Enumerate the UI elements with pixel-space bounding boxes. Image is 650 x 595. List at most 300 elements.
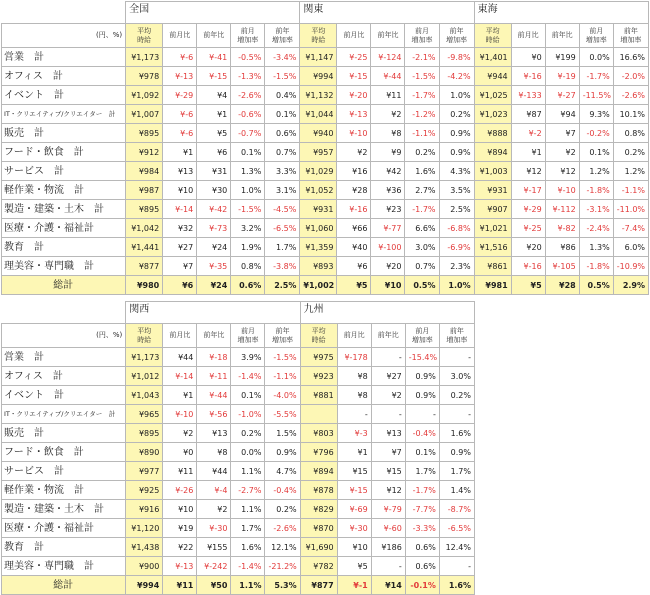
table-cell: ¥4	[197, 86, 231, 105]
table-cell: ¥8	[371, 124, 405, 143]
table-cell: 1.7%	[405, 462, 439, 481]
table-cell: ¥994	[300, 67, 337, 86]
table-cell: ¥1,516	[474, 238, 511, 257]
table-cell: -5.5%	[265, 405, 300, 424]
table-cell: ¥86	[545, 238, 579, 257]
table-cell: ¥1,173	[126, 348, 163, 367]
table-cell: ¥1	[163, 143, 197, 162]
total-cell: ¥50	[197, 576, 231, 595]
column-header: 平均 時給	[126, 24, 163, 48]
table-cell: ¥1,173	[126, 48, 163, 67]
column-header: 前月 増加率	[231, 24, 265, 48]
table-cell: ¥8	[337, 386, 371, 405]
table-cell: -9.8%	[439, 48, 474, 67]
table-cell: ¥-3	[337, 424, 371, 443]
table-cell: ¥894	[300, 462, 337, 481]
table-cell: ¥957	[300, 143, 337, 162]
table-cell: 1.7%	[439, 462, 474, 481]
table-cell: 0.2%	[439, 105, 474, 124]
table-cell: 1.0%	[439, 86, 474, 105]
table-cell: ¥87	[511, 105, 545, 124]
table-cell: 3.0%	[439, 367, 474, 386]
table-cell: ¥6	[337, 257, 371, 276]
table-cell: -11.0%	[613, 200, 648, 219]
table-cell: ¥23	[371, 200, 405, 219]
table-cell: ¥94	[545, 105, 579, 124]
table-cell: ¥829	[300, 500, 337, 519]
table-cell: -4.5%	[265, 200, 300, 219]
table-cell: ¥1,690	[300, 538, 337, 557]
total-label: 総計	[2, 576, 126, 595]
table-cell: ¥1,025	[474, 86, 511, 105]
table-cell: ¥895	[126, 200, 163, 219]
table-row	[2, 67, 649, 86]
table-cell: ¥2	[163, 424, 197, 443]
table-cell: ¥-14	[163, 200, 197, 219]
column-header: 前年比	[371, 24, 405, 48]
table-cell: -1.7%	[405, 200, 439, 219]
table-cell: ¥9	[371, 143, 405, 162]
column-header: 前年 増加率	[265, 324, 300, 348]
table-cell: 0.8%	[231, 257, 265, 276]
table-cell: -1.5%	[265, 348, 300, 367]
table-cell: 0.2%	[439, 386, 474, 405]
table-cell: ¥-41	[197, 48, 231, 67]
row-label: 製造・建築・土木 計	[2, 500, 126, 519]
row-label: 製造・建築・土木 計	[2, 200, 126, 219]
table-cell: ¥-60	[371, 519, 405, 538]
column-header: 平均 時給	[126, 324, 163, 348]
table-cell: ¥893	[300, 257, 337, 276]
total-cell: ¥28	[545, 276, 579, 295]
column-header: 前月 増加率	[405, 24, 439, 48]
row-label: 販売 計	[2, 424, 126, 443]
table-cell: ¥1,060	[300, 219, 337, 238]
corner-cell	[2, 2, 126, 24]
table-cell: ¥13	[163, 162, 197, 181]
table-cell: ¥1,023	[474, 105, 511, 124]
table-cell: ¥0	[511, 48, 545, 67]
table-cell: 0.1%	[265, 105, 300, 124]
column-header: 前年 増加率	[439, 324, 474, 348]
table-cell: -0.2%	[579, 124, 613, 143]
total-cell: 2.5%	[265, 276, 300, 295]
table-cell: -7.7%	[405, 500, 439, 519]
table-cell: 0.0%	[579, 48, 613, 67]
column-header: 前月比	[337, 324, 371, 348]
row-label: イベント 計	[2, 86, 126, 105]
table-cell: -6.9%	[439, 238, 474, 257]
table-cell: -2.6%	[231, 86, 265, 105]
total-cell: ¥5	[511, 276, 545, 295]
table-cell: ¥1,120	[126, 519, 163, 538]
table-cell: ¥1,401	[474, 48, 511, 67]
table-cell: ¥1	[163, 386, 197, 405]
region-header: 東海	[474, 2, 648, 24]
table-cell: ¥-25	[511, 219, 545, 238]
total-cell: -0.1%	[405, 576, 439, 595]
total-cell: 2.9%	[613, 276, 648, 295]
row-label: IT・クリエイティブ/クリエイター 計	[2, 405, 126, 424]
row-label: フード・飲食 計	[2, 143, 126, 162]
table-cell: ¥895	[126, 124, 163, 143]
table-cell: 9.3%	[579, 105, 613, 124]
table-cell: ¥878	[300, 481, 337, 500]
table-cell: ¥1,441	[126, 238, 163, 257]
table-cell: ¥877	[126, 257, 163, 276]
table-cell: ¥-124	[371, 48, 405, 67]
table-cell: ¥-20	[337, 86, 371, 105]
table-cell: -1.0%	[231, 405, 265, 424]
column-header: 前月 増加率	[405, 324, 439, 348]
table-cell: ¥44	[197, 462, 231, 481]
table-cell: ¥916	[126, 500, 163, 519]
table-row	[2, 257, 649, 276]
table-row	[2, 500, 475, 519]
regional-wage-table-top	[1, 1, 649, 295]
table-cell: -4.0%	[265, 386, 300, 405]
total-cell: 0.5%	[405, 276, 439, 295]
table-row	[2, 219, 649, 238]
table-row	[2, 481, 475, 500]
table-cell: 1.7%	[265, 238, 300, 257]
region-header: 九州	[300, 302, 474, 324]
table-cell: ¥-35	[197, 257, 231, 276]
table-cell: 2.3%	[439, 257, 474, 276]
table-cell: ¥984	[126, 162, 163, 181]
table-cell: ¥10	[337, 538, 371, 557]
table-cell: ¥15	[337, 462, 371, 481]
column-header: 前年 増加率	[265, 24, 300, 48]
table-cell: -3.3%	[405, 519, 439, 538]
total-cell: 0.5%	[579, 276, 613, 295]
row-label: IT・クリエイティブ/クリエイター 計	[2, 105, 126, 124]
table-cell: ¥13	[197, 424, 231, 443]
table-cell: -6.5%	[265, 219, 300, 238]
table-cell: 0.6%	[265, 124, 300, 143]
table-cell: ¥931	[474, 181, 511, 200]
table-cell: 3.0%	[405, 238, 439, 257]
table-cell: 0.6%	[405, 557, 439, 576]
row-label: 教育 計	[2, 538, 126, 557]
table-cell: -1.1%	[265, 367, 300, 386]
table-cell: -1.4%	[231, 367, 265, 386]
table-cell: -1.4%	[231, 557, 265, 576]
region-header: 関西	[126, 302, 300, 324]
table-cell: 1.7%	[231, 519, 265, 538]
table-cell: ¥-42	[197, 200, 231, 219]
table-cell: ¥965	[126, 405, 163, 424]
table-cell: ¥-79	[371, 500, 405, 519]
table-cell: 12.1%	[265, 538, 300, 557]
row-label: 医療・介護・福祉計	[2, 219, 126, 238]
table-row	[2, 181, 649, 200]
table-cell: 0.9%	[439, 443, 474, 462]
region-header-row	[2, 302, 475, 324]
table-cell: ¥-11	[197, 367, 231, 386]
total-cell: ¥981	[474, 276, 511, 295]
table-row	[2, 162, 649, 181]
table-cell: -2.1%	[405, 48, 439, 67]
table-cell: ¥-112	[545, 200, 579, 219]
table-row	[2, 519, 475, 538]
table-cell: ¥36	[371, 181, 405, 200]
table-row	[2, 386, 475, 405]
table-cell: ¥1,029	[300, 162, 337, 181]
table-cell: ¥-13	[163, 67, 197, 86]
table-cell: ¥1,044	[300, 105, 337, 124]
total-cell: 1.6%	[439, 576, 474, 595]
table-cell: -7.4%	[613, 219, 648, 238]
table-cell: ¥-2	[511, 124, 545, 143]
table-cell: 3.5%	[439, 181, 474, 200]
table-cell: ¥10	[163, 181, 197, 200]
total-cell: 5.3%	[265, 576, 300, 595]
row-label: オフィス 計	[2, 367, 126, 386]
table-cell: 1.1%	[231, 462, 265, 481]
column-header: 前年比	[197, 324, 231, 348]
column-header-row	[2, 24, 649, 48]
table-cell: -1.5%	[231, 200, 265, 219]
table-cell: -1.7%	[579, 67, 613, 86]
total-row	[2, 276, 649, 295]
column-header: 平均 時給	[300, 24, 337, 48]
table-cell: 3.9%	[231, 348, 265, 367]
table-cell	[300, 405, 337, 424]
table-cell: ¥-44	[371, 67, 405, 86]
table-cell: ¥-82	[545, 219, 579, 238]
table-cell: -	[405, 405, 439, 424]
table-cell: ¥5	[197, 124, 231, 143]
table-cell: 1.6%	[405, 162, 439, 181]
table-cell: -	[371, 405, 405, 424]
column-header: 前年比	[371, 324, 405, 348]
table-cell: 0.4%	[265, 86, 300, 105]
table-cell: ¥8	[337, 367, 371, 386]
column-header: 前年 増加率	[613, 24, 648, 48]
table-cell: ¥803	[300, 424, 337, 443]
table-cell: ¥-15	[197, 67, 231, 86]
table-cell: 1.2%	[613, 162, 648, 181]
table-cell: ¥1,359	[300, 238, 337, 257]
table-cell: ¥11	[371, 86, 405, 105]
table-cell: 1.2%	[579, 162, 613, 181]
table-row	[2, 538, 475, 557]
table-cell: -2.7%	[231, 481, 265, 500]
total-cell: ¥5	[337, 276, 371, 295]
table-cell: -2.6%	[613, 86, 648, 105]
table-cell: ¥27	[163, 238, 197, 257]
total-cell: 1.1%	[231, 576, 265, 595]
table-cell: ¥-6	[163, 48, 197, 67]
table-cell: ¥861	[474, 257, 511, 276]
table-cell: ¥20	[511, 238, 545, 257]
table-cell: ¥27	[371, 367, 405, 386]
table-cell: 10.1%	[613, 105, 648, 124]
table-cell: -	[371, 557, 405, 576]
table-cell: ¥-18	[197, 348, 231, 367]
table-row	[2, 405, 475, 424]
table-cell: ¥2	[371, 105, 405, 124]
table-cell: ¥944	[474, 67, 511, 86]
table-cell: -0.6%	[231, 105, 265, 124]
row-label: 営業 計	[2, 348, 126, 367]
table-cell: ¥0	[163, 443, 197, 462]
table-cell: ¥-26	[163, 481, 197, 500]
row-label: サービス 計	[2, 162, 126, 181]
table-cell: ¥1,132	[300, 86, 337, 105]
table-cell: ¥10	[163, 500, 197, 519]
row-label: 理美容・専門職 計	[2, 557, 126, 576]
table-cell: ¥977	[126, 462, 163, 481]
table-cell: 1.1%	[231, 500, 265, 519]
column-header: 前年比	[545, 24, 579, 48]
table-cell: ¥-27	[545, 86, 579, 105]
row-label: フード・飲食 計	[2, 443, 126, 462]
table-row	[2, 348, 475, 367]
table-cell: ¥923	[300, 367, 337, 386]
table-cell: 0.1%	[579, 143, 613, 162]
table-cell: ¥-133	[511, 86, 545, 105]
table-cell: -3.8%	[265, 257, 300, 276]
table-cell: ¥987	[126, 181, 163, 200]
table-cell: 0.2%	[405, 143, 439, 162]
region-header: 全国	[126, 2, 300, 24]
table-cell: ¥925	[126, 481, 163, 500]
table-cell: ¥888	[474, 124, 511, 143]
table-cell: -	[337, 405, 371, 424]
region-header: 関東	[300, 2, 474, 24]
table-cell: ¥1	[511, 143, 545, 162]
table-cell: ¥22	[163, 538, 197, 557]
table-cell: ¥-16	[511, 67, 545, 86]
table-cell: 0.7%	[405, 257, 439, 276]
column-header: 平均 時給	[300, 324, 337, 348]
row-label: 販売 計	[2, 124, 126, 143]
table-cell: ¥940	[300, 124, 337, 143]
table-cell: -	[439, 557, 474, 576]
table-cell: ¥-30	[197, 519, 231, 538]
table-cell: 16.6%	[613, 48, 648, 67]
table-cell: 1.4%	[439, 481, 474, 500]
table-cell: ¥30	[197, 181, 231, 200]
table-cell: ¥-242	[197, 557, 231, 576]
table-cell: ¥7	[163, 257, 197, 276]
column-header: 平均 時給	[474, 24, 511, 48]
table-row	[2, 200, 649, 219]
table-cell: 0.9%	[405, 367, 439, 386]
table-row	[2, 443, 475, 462]
table-cell: ¥-44	[197, 386, 231, 405]
total-cell: ¥11	[163, 576, 197, 595]
table-cell: 0.2%	[231, 424, 265, 443]
table-cell: ¥782	[300, 557, 337, 576]
table-cell: ¥1,147	[300, 48, 337, 67]
table-row	[2, 143, 649, 162]
table-cell: ¥890	[126, 443, 163, 462]
column-header: 前月 増加率	[579, 24, 613, 48]
table-cell: ¥1,438	[126, 538, 163, 557]
table-cell: ¥-16	[337, 200, 371, 219]
table-cell: 0.7%	[265, 143, 300, 162]
total-cell: ¥10	[371, 276, 405, 295]
table-cell: 1.9%	[231, 238, 265, 257]
corner-cell	[2, 302, 126, 324]
table-cell: ¥-6	[163, 105, 197, 124]
table-cell: ¥-178	[337, 348, 371, 367]
table-cell: -1.7%	[405, 481, 439, 500]
table-cell: 0.0%	[231, 443, 265, 462]
table-cell: -10.9%	[613, 257, 648, 276]
table-cell: 0.6%	[405, 538, 439, 557]
table-cell: 3.2%	[231, 219, 265, 238]
table-cell: ¥199	[545, 48, 579, 67]
row-label: 医療・介護・福祉計	[2, 519, 126, 538]
table-cell: 0.2%	[613, 143, 648, 162]
table-cell: 0.1%	[231, 143, 265, 162]
table-cell: ¥2	[371, 386, 405, 405]
table-cell: 0.9%	[439, 124, 474, 143]
table-cell: ¥-15	[337, 481, 371, 500]
table-cell: -6.8%	[439, 219, 474, 238]
row-label: 軽作業・物流 計	[2, 481, 126, 500]
table-cell: ¥-15	[337, 67, 371, 86]
table-cell: 6.0%	[613, 238, 648, 257]
table-cell: ¥-30	[337, 519, 371, 538]
table-row	[2, 238, 649, 257]
table-cell: ¥978	[126, 67, 163, 86]
total-row	[2, 576, 475, 595]
table-cell: ¥-13	[337, 105, 371, 124]
column-header: 前月比	[163, 24, 197, 48]
unit-label: (円、%)	[2, 24, 126, 48]
total-cell: ¥980	[126, 276, 163, 295]
column-header: 前月比	[163, 324, 197, 348]
table-cell: ¥796	[300, 443, 337, 462]
table-cell: -0.7%	[231, 124, 265, 143]
table-cell: ¥155	[197, 538, 231, 557]
table-cell: -1.8%	[579, 257, 613, 276]
column-header: 前年比	[197, 24, 231, 48]
table-cell: ¥7	[545, 124, 579, 143]
table-cell: ¥-73	[197, 219, 231, 238]
table-cell: 2.7%	[405, 181, 439, 200]
table-row	[2, 48, 649, 67]
table-cell: ¥12	[511, 162, 545, 181]
table-cell: -1.7%	[405, 86, 439, 105]
table-cell: ¥-29	[163, 86, 197, 105]
table-cell: 4.7%	[265, 462, 300, 481]
table-cell: ¥16	[337, 162, 371, 181]
table-cell: ¥-69	[337, 500, 371, 519]
row-label: 教育 計	[2, 238, 126, 257]
table-cell: -0.4%	[265, 481, 300, 500]
table-cell: -1.2%	[405, 105, 439, 124]
table-cell: ¥1	[337, 443, 371, 462]
table-cell: ¥-29	[511, 200, 545, 219]
table-cell: ¥8	[197, 443, 231, 462]
table-cell: ¥-77	[371, 219, 405, 238]
total-cell: ¥14	[371, 576, 405, 595]
total-cell: ¥877	[300, 576, 337, 595]
table-cell: 12.4%	[439, 538, 474, 557]
row-label: オフィス 計	[2, 67, 126, 86]
table-cell: ¥-19	[545, 67, 579, 86]
table-cell: ¥931	[300, 200, 337, 219]
table-cell: -0.5%	[231, 48, 265, 67]
table-cell: ¥1,043	[126, 386, 163, 405]
table-cell: ¥-105	[545, 257, 579, 276]
